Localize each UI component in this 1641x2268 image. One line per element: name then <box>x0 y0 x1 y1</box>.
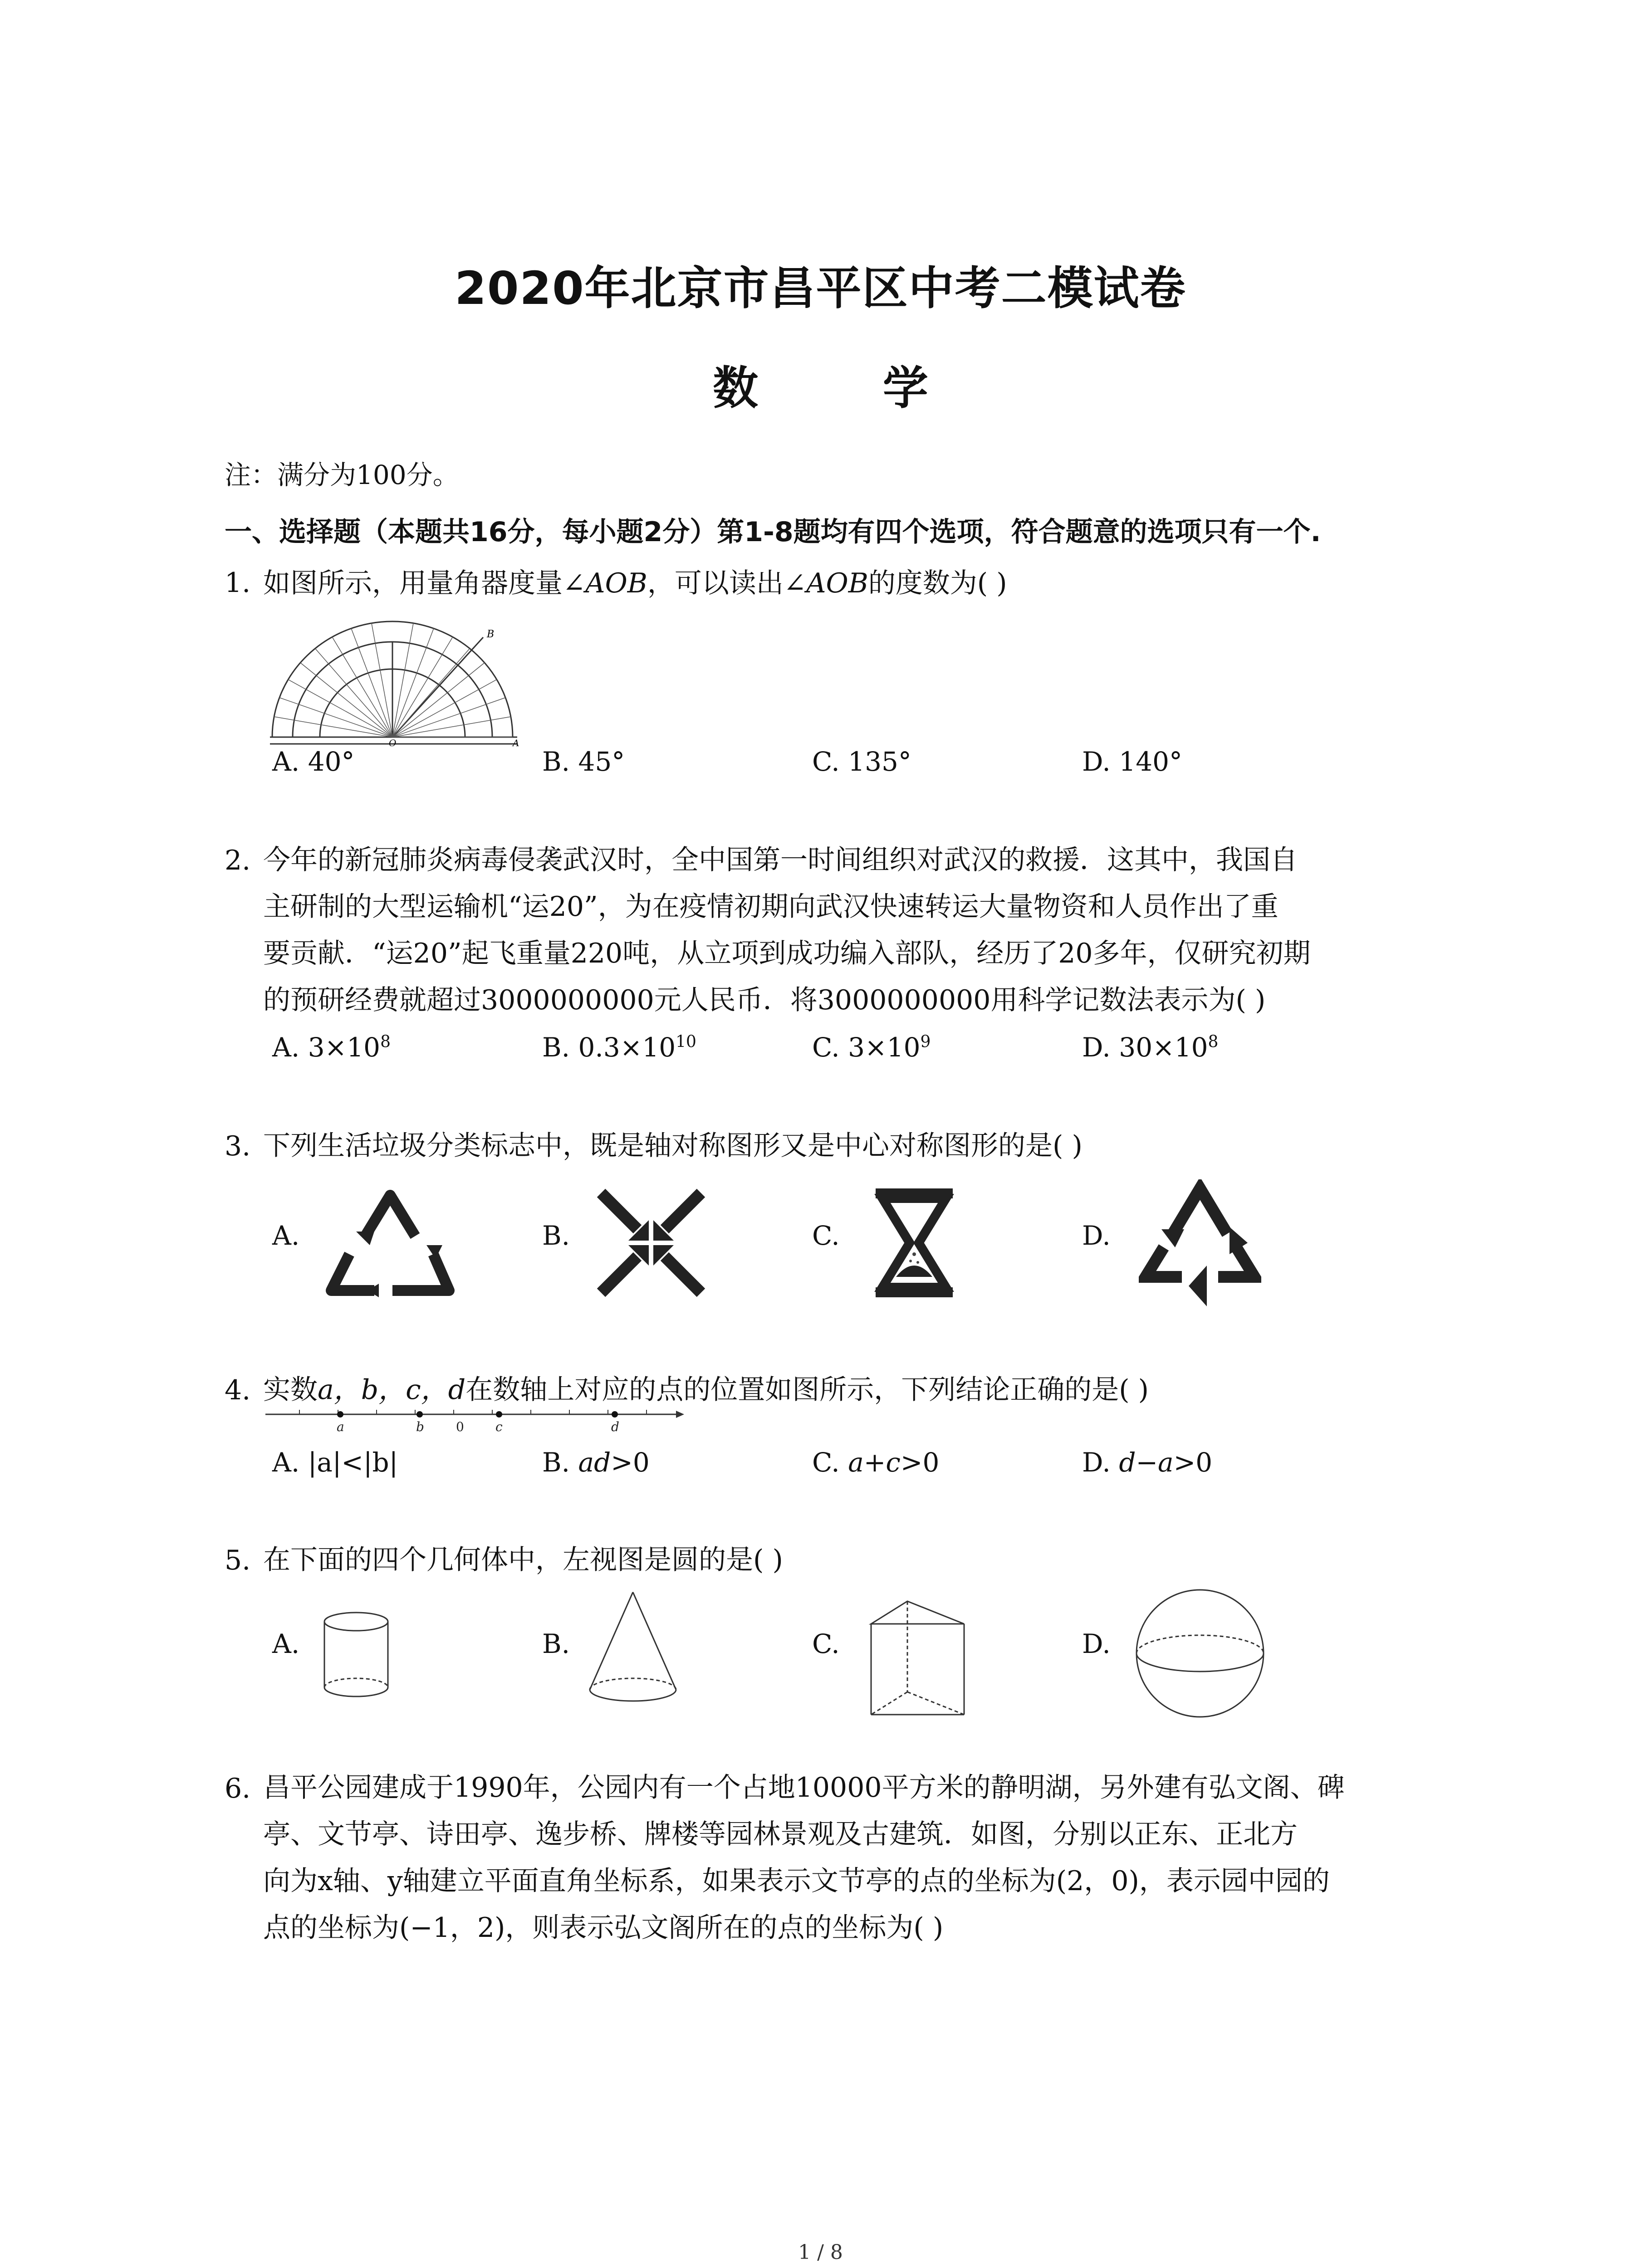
question-number: 3. <box>225 1130 251 1162</box>
question-number: 5. <box>225 1545 251 1576</box>
recycle-triangle-icon <box>324 1186 456 1300</box>
option-a[interactable]: A. $3\times 10^8$ <box>272 1032 391 1063</box>
point-a-label: a <box>337 1419 344 1434</box>
option-c[interactable]: C. <box>812 1220 840 1251</box>
option-c[interactable]: C. 135° <box>812 746 911 777</box>
question-3-text: 下列生活垃圾分类标志中，既是轴对称图形又是中心对称图形的是( ) <box>263 1130 1083 1162</box>
question-number: 6. <box>225 1773 251 1804</box>
point-d-label: d <box>611 1419 619 1434</box>
option-a[interactable]: A. |a|<|b| <box>272 1447 398 1478</box>
score-note: 注：满分为100分。 <box>225 459 459 490</box>
point-c-label: c <box>495 1419 503 1434</box>
option-c[interactable]: C. <box>812 1628 840 1659</box>
option-d[interactable]: D. d−a>0 <box>1082 1447 1213 1478</box>
number-line-figure <box>263 1406 685 1438</box>
option-b[interactable]: B. $0.3\times 10^{10}$ <box>542 1032 696 1063</box>
question-number: 4. <box>225 1374 251 1406</box>
option-c[interactable]: C. $3\times 10^9$ <box>812 1032 931 1063</box>
question-5-text: 在下面的四个几何体中，左视图是圆的是( ) <box>263 1544 783 1576</box>
hourglass-icon <box>869 1186 960 1300</box>
option-d[interactable]: D. 140° <box>1082 746 1183 777</box>
question-6-text: 昌平公园建成于1990年，公园内有一个占地10000平方米的静明湖，另外建有弘文阁、碑 亭、文节亭、诗田亭、逸步桥、牌楼等园林景观及古建筑．如图，分别以正东、正北方 向为x轴、y轴建立平面直角坐标系，如果表示文节亭的点的坐标为(2，0)，表示园中园的 点的坐标为(−1，2)，则表示弘文阁所在的点的坐标为( ) <box>263 1772 1345 1944</box>
cone-figure <box>585 1590 681 1706</box>
inward-arrows-icon <box>594 1188 708 1297</box>
protractor-figure <box>265 615 519 746</box>
page-number: 1 / 8 <box>798 2241 843 2264</box>
point-b-label: B <box>487 629 495 640</box>
exam-title: 2020年北京市昌平区中考二模试卷 <box>455 262 1186 315</box>
option-d[interactable]: D. <box>1082 1220 1111 1251</box>
question-number: 2. <box>225 845 251 876</box>
point-o-label: O <box>389 738 397 746</box>
option-c[interactable]: C. a+c>0 <box>812 1447 940 1478</box>
recycle-arrows-icon <box>1139 1179 1261 1311</box>
sphere-figure <box>1132 1585 1268 1721</box>
section-heading: 一、选择题（本题共16分，每小题2分）第1-8题均有四个选项，符合题意的选项只有一个. <box>225 516 1321 548</box>
subject-title: 数 学 <box>713 362 983 415</box>
point-b-label: b <box>416 1419 424 1434</box>
option-d[interactable]: D. <box>1082 1628 1111 1659</box>
option-a[interactable]: A. <box>272 1220 300 1251</box>
question-4-text: 实数a，b，c，d在数轴上对应的点的位置如图所示，下列结论正确的是( ) <box>263 1374 1149 1406</box>
option-b[interactable]: B. ad>0 <box>542 1447 650 1478</box>
option-b[interactable]: B. <box>542 1628 570 1659</box>
cylinder-figure <box>320 1610 392 1701</box>
option-b[interactable]: B. <box>542 1220 570 1251</box>
question-number: 1. <box>225 567 251 599</box>
question-1-text: 如图所示，用量角器度量∠AOB，可以读出∠AOB的度数为( ) <box>263 567 1007 599</box>
option-b[interactable]: B. 45° <box>542 746 625 777</box>
option-a[interactable]: A. 40° <box>272 746 355 777</box>
option-d[interactable]: D. $30\times 10^8$ <box>1082 1032 1219 1063</box>
question-2-text: 今年的新冠肺炎病毒侵袭武汉时，全中国第一时间组织对武汉的救援．这其中，我国自 主研制的大型运输机“运20”，为在疫情初期向武汉快速转运大量物资和人员作出了重 要贡献．“运20”起飞重量220吨，从立项到成功编入部队，经历了20多年，仅研究初期 的预研经费就超过3000000000元人民币．将3000000000用科学记数法表示为( ) <box>263 844 1311 1016</box>
triangular-prism-figure <box>867 1597 971 1719</box>
point-a-label: A <box>513 738 519 746</box>
origin-label: 0 <box>456 1419 464 1434</box>
option-a[interactable]: A. <box>272 1628 300 1659</box>
